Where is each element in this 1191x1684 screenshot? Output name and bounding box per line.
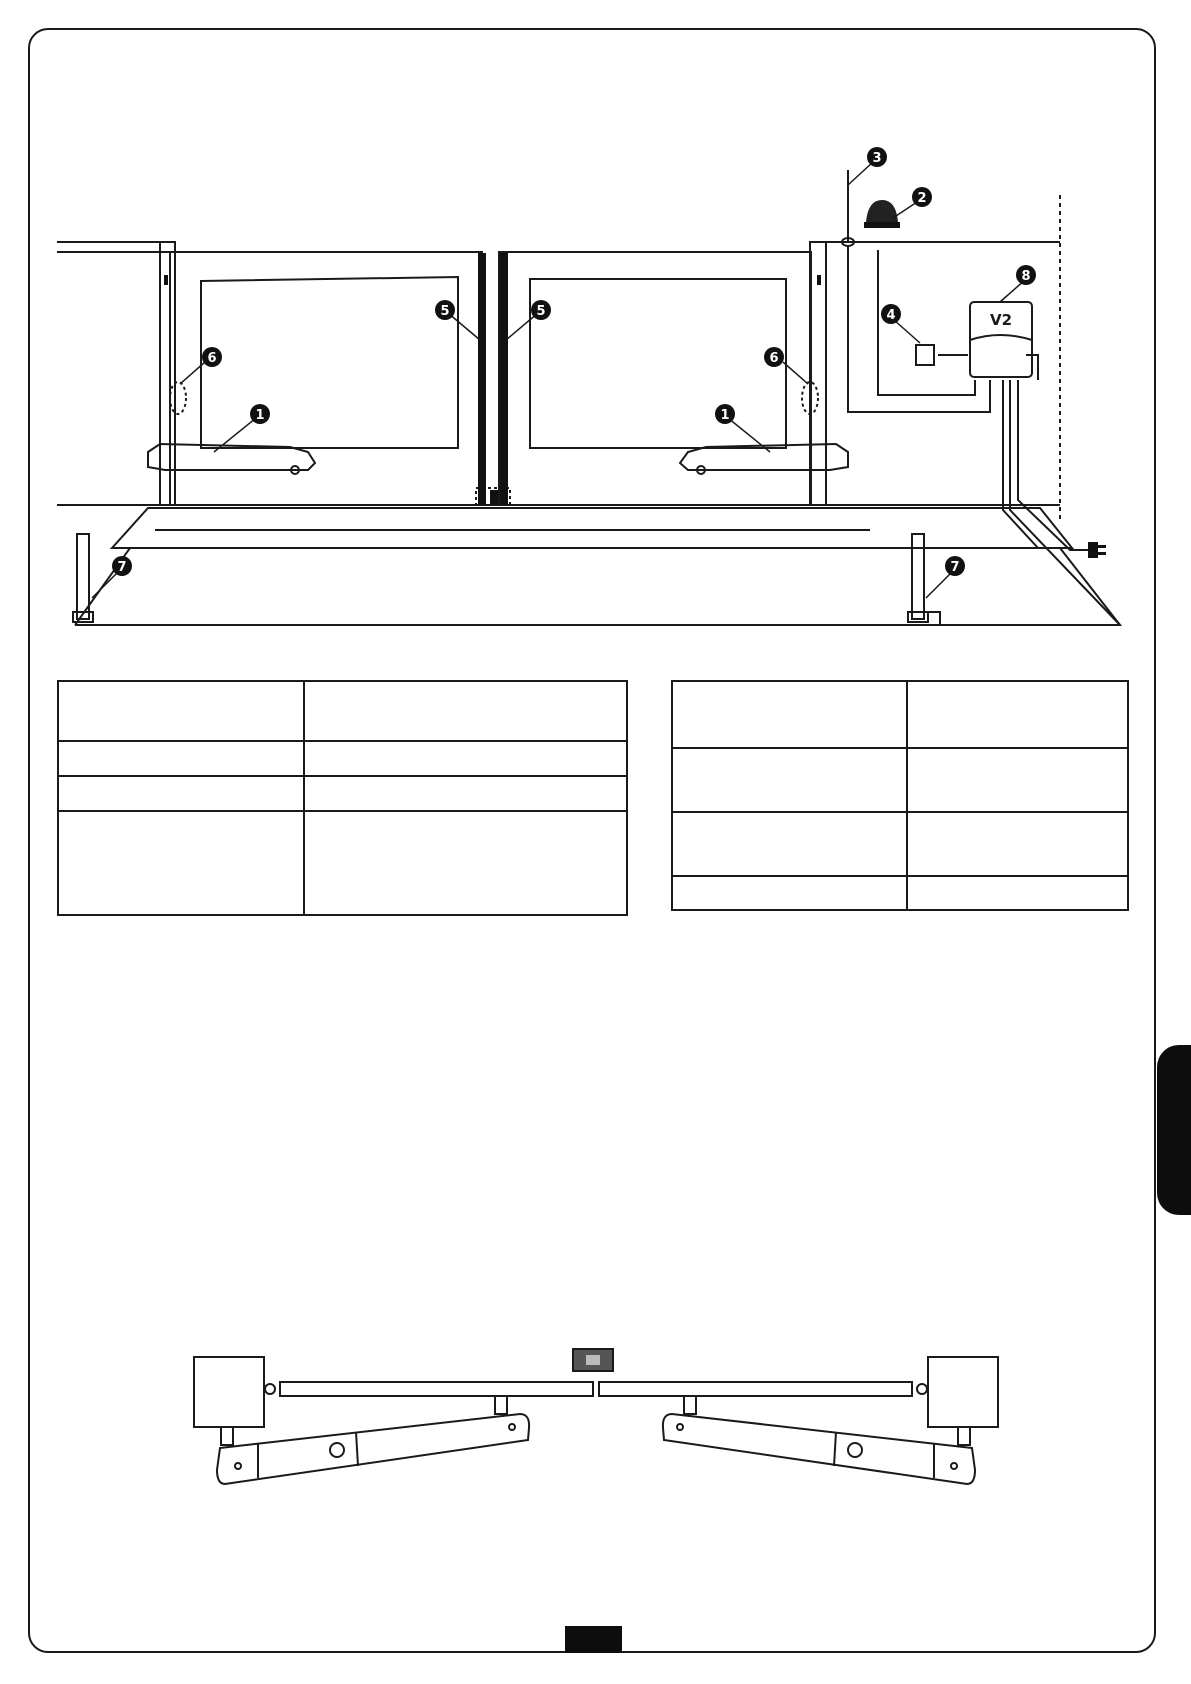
left-leaf-top bbox=[280, 1382, 593, 1396]
right-pillar-top bbox=[928, 1357, 998, 1427]
right-operator-pin-top bbox=[677, 1424, 683, 1430]
svg-text:4: 4 bbox=[886, 308, 896, 323]
right-rear-bracket bbox=[958, 1427, 970, 1445]
left-pillar-top bbox=[194, 1357, 264, 1427]
left-rear-bracket bbox=[221, 1427, 233, 1445]
right-front-bracket bbox=[684, 1396, 696, 1414]
left-operator-pivot bbox=[235, 1463, 241, 1469]
svg-text:2: 2 bbox=[917, 191, 927, 206]
svg-text:5: 5 bbox=[536, 304, 546, 319]
left-operator-seg2 bbox=[356, 1432, 358, 1466]
svg-text:6: 6 bbox=[207, 351, 217, 366]
svg-text:5: 5 bbox=[440, 304, 450, 319]
left-operator-pin-top bbox=[509, 1424, 515, 1430]
central-stop-highlight bbox=[586, 1355, 600, 1365]
left-front-bracket bbox=[495, 1396, 507, 1414]
right-leaf-top bbox=[599, 1382, 912, 1396]
svg-text:8: 8 bbox=[1021, 269, 1031, 284]
svg-text:1: 1 bbox=[255, 408, 265, 423]
left-operator-motor bbox=[330, 1443, 344, 1457]
right-operator-pivot bbox=[951, 1463, 957, 1469]
right-operator-seg2 bbox=[834, 1432, 836, 1466]
svg-text:6: 6 bbox=[769, 351, 779, 366]
right-operator-motor bbox=[848, 1443, 862, 1457]
left-hinge-top bbox=[265, 1384, 275, 1394]
svg-text:7: 7 bbox=[950, 560, 960, 575]
control-unit-logo: V2 bbox=[989, 311, 1013, 329]
right-hinge-top bbox=[917, 1384, 927, 1394]
svg-text:1: 1 bbox=[720, 408, 730, 423]
svg-text:7: 7 bbox=[117, 560, 127, 575]
svg-text:3: 3 bbox=[872, 151, 882, 166]
